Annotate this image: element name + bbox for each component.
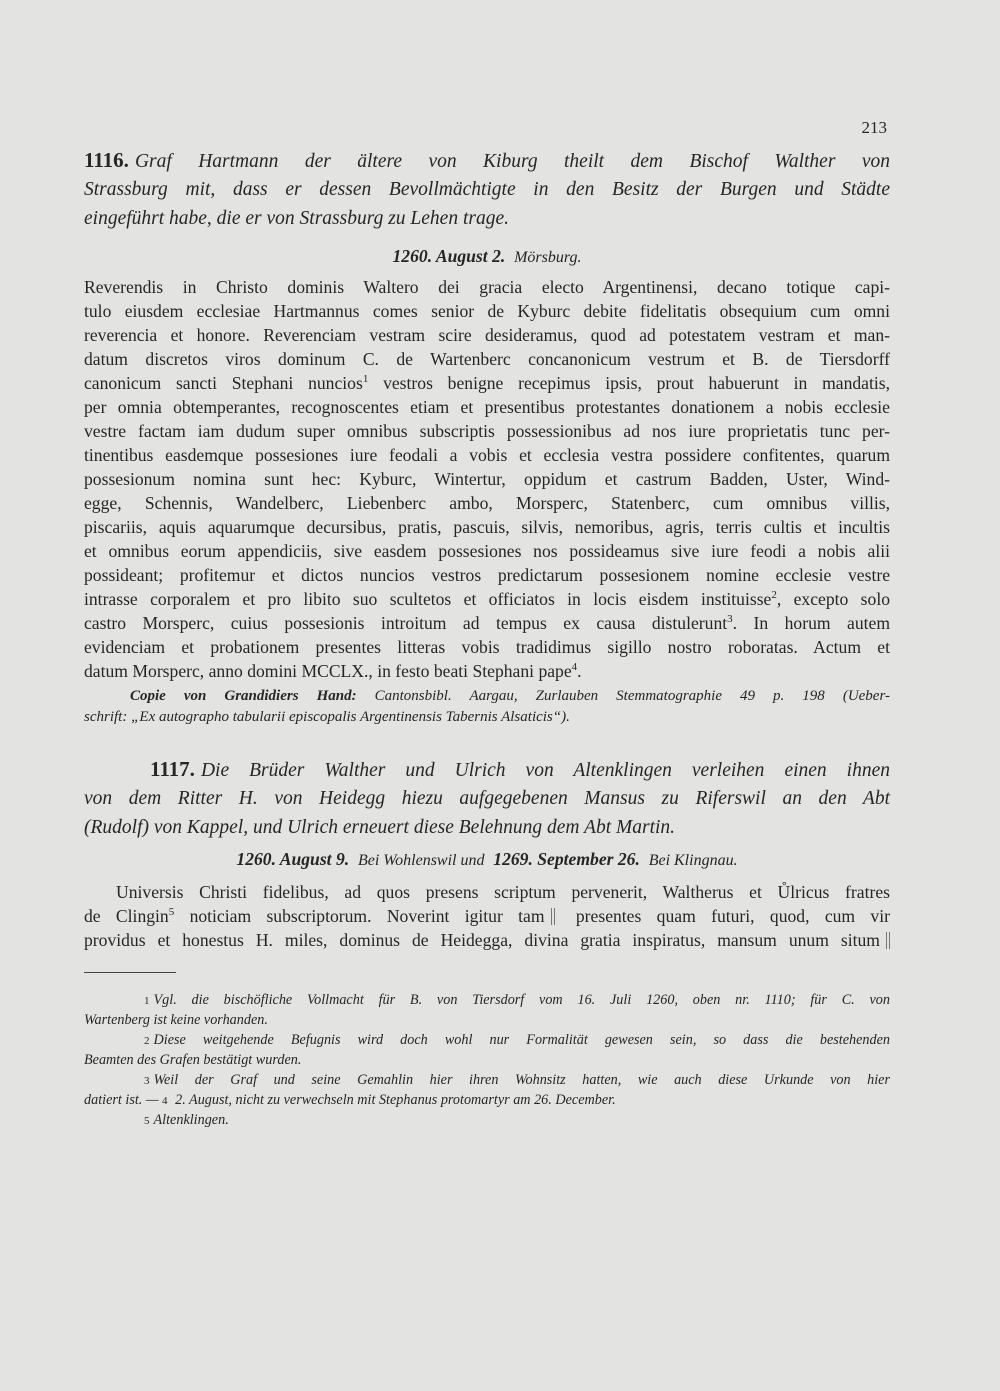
date: 1260. August 9. (236, 849, 350, 869)
footnote-5: 5 Altenklingen. (144, 1112, 229, 1128)
line-break-mark (551, 908, 555, 925)
footnote-ref: 2 (771, 589, 777, 602)
doc-number: 1117. (150, 757, 195, 781)
doc-1117-body: Universis Christi fidelibus, ad quos presens scriptum pervenerit, Waltherus et Ůlricus fratres de Clingin$^5$ noticiam subscriptorum. Noverint igitur tam presentes quam futuri, quod, cum vir providus et honestus H. miles, dominus de Heidegga, divina gratia inspiratus, mansum unum situm (84, 882, 890, 950)
doc-1116-dateline (84, 244, 890, 268)
doc-1116-body: Reverendis in Christo dominis Waltero dei gracia electo Argentinensi, decano totique capi- tulo eiusdem ecclesiae Hartmannus comes senior de Kyburc debite fidelitatis obsequium cum omni reverencia et honore. Reverenciam vestram scire desideramus, quod ad potestatem vestram et man- datum discretos viros dominum C. de Wartenberc concanonicum vestrum et B. de Tiersdorff canonicum sancti Stephani nuncios$^1$ vestros benigne recepimus ipsis, prout habuerunt in mandatis, per omnia obtemperantes, recognoscentes etiam et presentibus protestantes donationem a nobis ecclesie vestre factam iam dudum super omnibus subscriptis possessionibus ad nos iure proprietatis tunc per- tinentibus easdemque possesiones iure feodali a vobis et ecclesia vestra possidere confitentes, quarum possesionum nomina sunt hec: Kyburc, Wintertur, oppidum et castrum Badden, Uster, Wind- egge, Schennis, Wandelberc, Liebenberc ambo, Morsperc, Statenberc, cum omnibus villis, piscariis, aquis aquarumque decursibus, pratis, pascuis, silvis, nemoribus, agris, terris cultis et incultis et omnibus eorum appendiciis, sive easdem possesiones nos possideamus sive iure feodi a nobis alii possideant; profitemur et dictos nuncios vestros predictarum possesionem nomine ecclesie vestre intrasse corporalem et pro libito suo scultetos et officiatos in locis eisdem instituisse$^2$, excepto solo castro Morsperc, cuius possesionis introitum ad tempus ex causa distulerunt$^3$. In horum autem evidenciam et probationem presentes litteras vobis tradidimus sigillo nostro roboratas. Actum et datum Morsperc, anno domini MCCLX., in festo beati Stephani pape$^4$. (84, 277, 891, 681)
page-number: 213 (861, 118, 887, 137)
footnote-ref: 1 (362, 373, 369, 386)
footnote-ref: 3 (727, 613, 733, 626)
date: 1269. September 26. (493, 849, 640, 869)
line-break-mark (886, 932, 890, 949)
footnote-ref: 4 (571, 661, 578, 674)
doc-1117-heading: 1117. Die Brüder Walther und Ulrich von Altenklingen verleihen einen ihnen von dem Ritter H. von Heidegg hiezu aufgegebenen Mansus zu Riferswil an den Abt (Rudolf) von Kappel, und Ulrich erneuert diese Belehnung dem Abt Martin. (84, 757, 890, 838)
doc-number: 1116. (84, 148, 129, 172)
doc-1116-source: Copie von Grandidiers Hand: Cantonsbibl. Aargau, Zurlauben Stemmatographie 49 p. 198 (Ueber- schrift: „Ex autographo tabularii episcopalis Argentinensis Tabernis Alsaticis“). (84, 688, 890, 725)
footnotes: 1 Vgl. die bischöfliche Vollmacht für B. von Tiersdorf vom 16. Juli 1260, oben nr. 1110; für C. von Wartenberg ist keine vorhanden. 2 Diese weitgehende Befugnis wird doch wohl nur Formalität gewesen sein, so dass die bestehenden Beamten des Grafen bestätigt wurden. 3 Weil der Graf und seine Gemahlin hier ihren Wohnsitz hatten, wie auch diese Urkunde von hier datiert ist. — 4 2. August, nicht zu verwechseln mit Stephanus protomartyr am 26. December. 5 Altenklingen. (84, 992, 890, 1128)
place: Mörsburg. (514, 249, 582, 266)
place: Bei Klingnau. (648, 852, 738, 869)
footnote-ref: 5 (168, 906, 175, 919)
doc-1116-heading: 1116. Graf Hartmann der ältere von Kiburg theilt dem Bischof Walther von Strassburg mit, dass er dessen Bevollmächtigte in den Besitz der Burgen und Städte eingeführt habe, die er von Strassburg zu Lehen trage. (84, 148, 890, 229)
doc-1117-dateline (84, 847, 890, 871)
date: 1260. August 2. (392, 246, 506, 266)
footnote-4: datiert ist. — 4 2. August, nicht zu verwechseln mit Stephanus protomartyr am 26. December. (84, 1092, 616, 1108)
footnote-3: 3 Weil der Graf und seine Gemahlin hier ihren Wohnsitz hatten, wie auch diese Urkunde von hier (144, 1072, 890, 1088)
footnote-1: 1 Vgl. die bischöfliche Vollmacht für B. von Tiersdorf vom 16. Juli 1260, oben nr. 1110; für C. von (144, 992, 890, 1008)
footnote-divider (84, 972, 176, 973)
footnote-2: 2 Diese weitgehende Befugnis wird doch wohl nur Formalität gewesen sein, so dass die bestehenden (144, 1032, 890, 1048)
place: Bei Wohlenswil und (357, 852, 485, 869)
